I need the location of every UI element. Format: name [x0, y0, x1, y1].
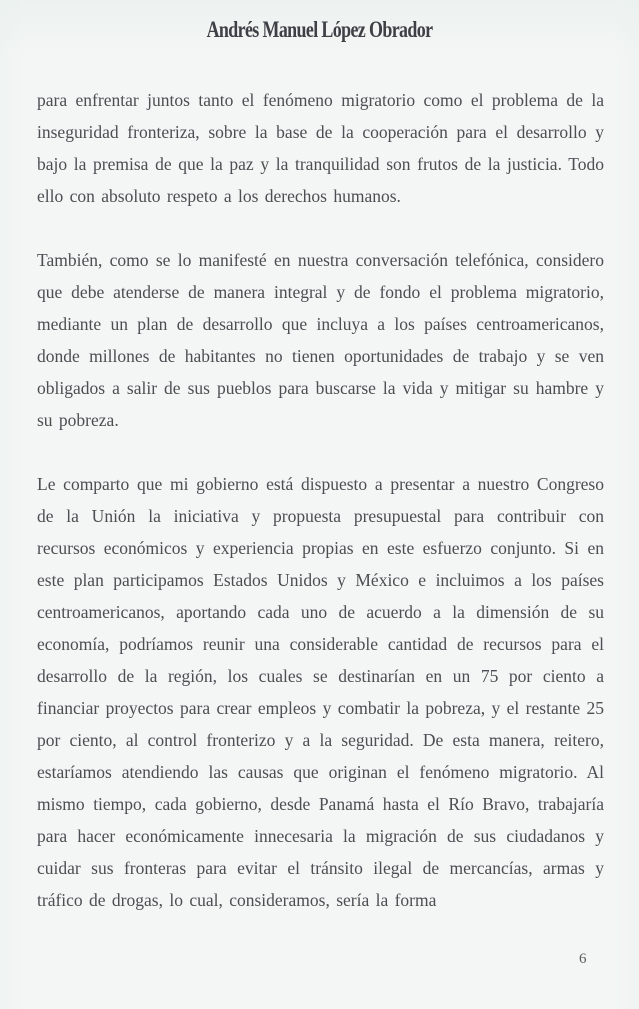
paragraph-1: para enfrentar juntos tanto el fenómeno migratorio como el problema de la inseguridad fronteriza, sobre la base de la cooperación para el desarrollo y bajo la premisa de que la paz y la tranquilidad son frutos de la justicia. Todo ello con absoluto respeto a los derechos humanos.: [37, 90, 604, 206]
paragraph-2: También, como se lo manifesté en nuestra conversación telefónica, considero que debe atenderse de manera integral y de fondo el problema migratorio, mediante un plan de desarrollo que incluya a los países centroamericanos, donde millones de habitantes no tienen oportunidades de trabajo y se ven obligados a salir de sus pueblos para buscarse la vida y mitigar su hambre y su pobreza.: [37, 250, 604, 430]
body-text-block: [37, 84, 604, 948]
paragraph-3: Le comparto que mi gobierno está dispuesto a presentar a nuestro Congreso de la Unión la iniciativa y propuesta presupuestal para contribuir con recursos económicos y experiencia propias en este esfuerzo conjunto. Si en este plan participamos Estados Unidos y México e incluimos a los países centroamericanos, aportando cada uno de acuerdo a la dimensión de su economía, podríamos reunir una considerable cantidad de recursos para el desarrollo de la región, los cuales se destinarían en un 75 por ciento a financiar proyectos para crear empleos y combatir la pobreza, y el restante 25 por ciento, al control fronterizo y a la seguridad. De esta manera, reitero, estaríamos atendiendo las causas que originan el fenómeno migratorio. Al mismo tiempo, cada gobierno, desde Panamá hasta el Río Bravo, trabajaría para hacer económicamente innecesaria la migración de sus ciudadanos y cuidar sus fronteras para evitar el tránsito ilegal de mercancías, armas y tráfico de drogas, lo cual, consideramos, sería la forma: [37, 474, 604, 910]
running-header-author-name: Andrés Manuel López Obrador: [206, 17, 433, 42]
page-number: 6: [579, 951, 587, 967]
